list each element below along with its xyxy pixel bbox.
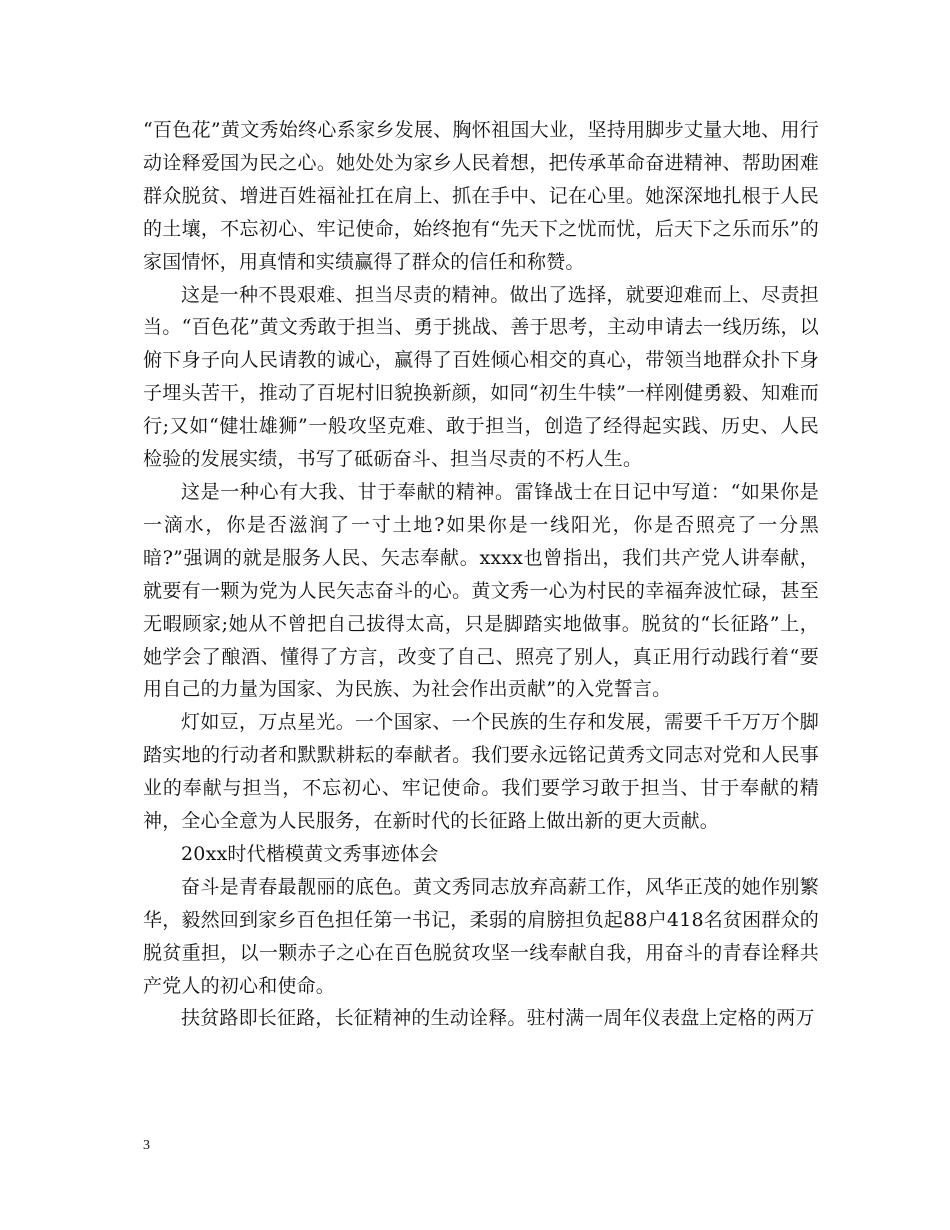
paragraph-4: 灯如豆，万点星光。一个国家、一个民族的生存和发展，需要千千万万个脚踏实地的行动者和默默耕耘的奉献者。我们要永远铭记黄秀文同志对党和人民事业的奉献与担当，不忘初心、牢记使命。我们要学习敢于担当、甘于奉献的精神，全心全意为人民服务，在新时代的长征路上做出新的更大贡献。 [143, 711, 819, 833]
paragraph-2: 这是一种不畏艰难、担当尽责的精神。做出了选择，就要迎难而上、尽责担当。“百色花”黄文秀敢于担当、勇于挑战、善于思考，主动申请去一线历练，以俯下身子向人民请教的诚心，赢得了百姓倾心相交的真心，带领当地群众扑下身子埋头苦干，推动了百坭村旧貌换新颜，如同“初生牛犊”一样刚健勇毅、知难而行;又如“健壮雄狮”一般攻坚克难、敢于担当，创造了经得起实践、历史、人民检验的发展实绩，书写了砥砺奋斗、担当尽责的不朽人生。 [143, 283, 819, 471]
page-number: 3 [143, 1138, 150, 1153]
paragraph-6: 扶贫路即长征路，长征精神的生动诠释。驻村满一周年仪表盘上定格的两万 [181, 1007, 815, 1030]
paragraph-3: 这是一种心有大我、甘于奉献的精神。雷锋战士在日记中写道：“如果你是一滴水，你是否滋润了一寸土地?如果你是一线阳光，你是否照亮了一分黑暗?”强调的就是服务人民、矢志奉献。xxxx也曾指出，我们共产党人讲奉献，就要有一颗为党为人民矢志奋斗的心。黄文秀一心为村民的幸福奔波忙碌，甚至无暇顾家;她从不曾把自己拔得太高，只是脚踏实地做事。脱贫的“长征路”上，她学会了酿酒、懂得了方言，改变了自己、照亮了别人，真正用行动践行着“要用自己的力量为国家、为民族、为社会作出贡献”的入党誓言。 [143, 480, 819, 701]
paragraph-1: “百色花”黄文秀始终心系家乡发展、胸怀祖国大业，坚持用脚步丈量大地、用行动诠释爱国为民之心。她处处为家乡人民着想，把传承革命奋进精神、帮助困难群众脱贫、增进百姓福祉扛在肩上、抓在手中、记在心里。她深深地扎根于人民的土壤，不忘初心、牢记使命，始终抱有“先天下之忧而忧，后天下之乐而乐”的家国情怀，用真情和实绩赢得了群众的信任和称赞。 [143, 119, 819, 273]
document-body [143, 114, 819, 1035]
paragraph-5: 奋斗是青春最靓丽的底色。黄文秀同志放弃高薪工作，风华正茂的她作别繁华，毅然回到家乡百色担任第一书记，柔弱的肩膀担负起88户418名贫困群众的脱贫重担，以一颗赤子之心在百色脱贫攻坚一线奉献自我，用奋斗的青春诠释共产党人的初心和使命。 [143, 875, 819, 997]
section-heading: 20xx时代楷模黄文秀事迹体会 [181, 842, 439, 865]
